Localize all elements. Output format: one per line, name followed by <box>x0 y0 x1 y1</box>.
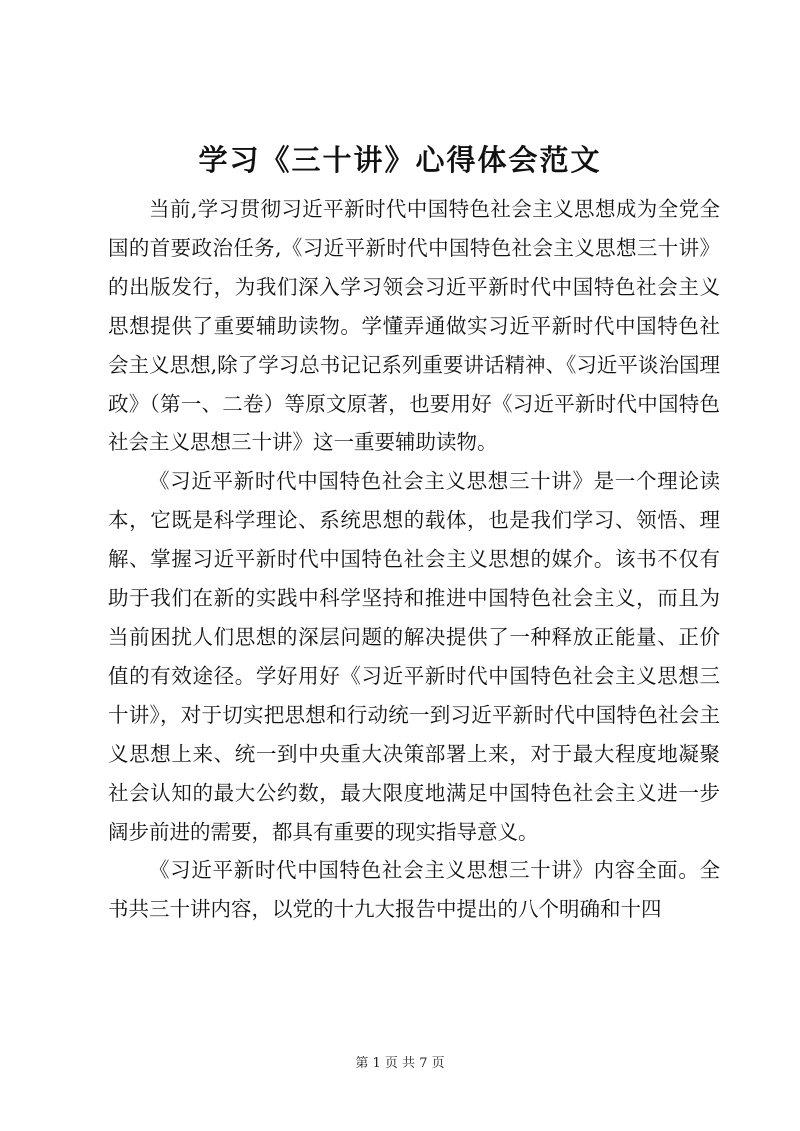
paragraph-3: 《习近平新时代中国特色社会主义思想三十讲》内容全面。全书共三十讲内容，以党的十九大报告中提出的八个明确和十四 <box>108 858 720 922</box>
page-number-footer: 第 1 页 共 7 页 <box>355 1056 445 1071</box>
document-title: 学习《三十讲》心得体会范文 <box>198 143 602 177</box>
paragraph-2: 《习近平新时代中国特色社会主义思想三十讲》是一个理论读本，它既是科学理论、系统思想的载体，也是我们学习、领悟、理解、掌握习近平新时代中国特色社会主义思想的媒介。该书不仅有助于我们在新的实践中科学坚持和推进中国特色社会主义，而且为当前困扰人们思想的深层问题的解决提供了一种释放正能量、正价值的有效途径。学好用好《习近平新时代中国特色社会主义思想三十讲》，对于切实把思想和行动统一到习近平新时代中国特色社会主义思想上来、统一到中央重大决策部署上来，对于最大程度地凝聚社会认知的最大公约数，最大限度地满足中国特色社会主义进一步阔步前进的需要，都具有重要的现实指导意义。 <box>108 469 720 844</box>
paragraph-1: 当前,学习贯彻习近平新时代中国特色社会主义思想成为全党全国的首要政治任务,《习近平新时代中国特色社会主义思想三十讲》的出版发行，为我们深入学习领会习近平新时代中国特色社会主义思想提供了重要辅助读物。学懂弄通做实习近平新时代中国特色社会主义思想,除了学习总书记记系列重要讲话精神、《习近平谈治国理政》（第一、二卷）等原文原著，也要用好《习近平新时代中国特色社会主义思想三十讲》这一重要辅助读物。 <box>108 197 720 455</box>
document-body <box>108 190 720 929</box>
